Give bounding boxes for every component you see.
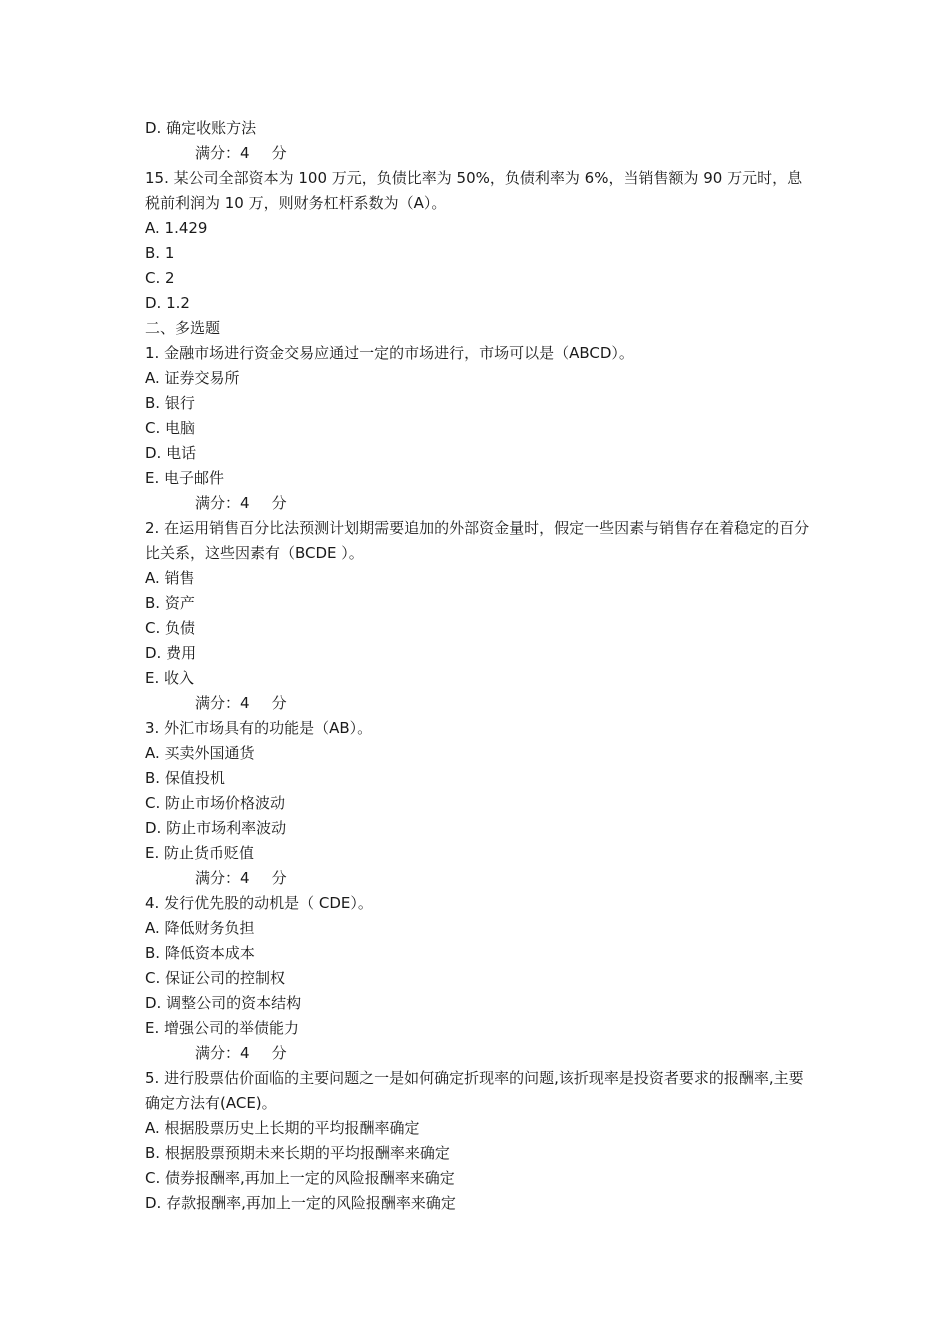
score-label: 满分： [195, 144, 241, 162]
score-unit: 分 [271, 144, 287, 162]
score-line [145, 691, 810, 716]
answer-option: D. 费用 [145, 644, 197, 662]
question-text: 3. 外汇市场具有的功能是（AB）。 [145, 719, 373, 737]
score-unit: 分 [271, 869, 287, 887]
answer-option: A. 降低财务负担 [145, 919, 255, 937]
question-text: 15. 某公司全部资本为 100 万元，负债比率为 50%，负债利率为 6%，当销售额为 90 万元时，息税前利润为 10 万，则财务杠杆系数为（A）。 [145, 169, 803, 212]
answer-option: D. 电话 [145, 444, 197, 462]
answer-option: A. 1.429 [145, 219, 208, 237]
answer-option: C. 负债 [145, 619, 196, 637]
answer-option: D. 防止市场利率波动 [145, 819, 287, 837]
document-body [145, 116, 810, 1216]
score-value: 4 [240, 694, 250, 712]
question-text: 5. 进行股票估价面临的主要问题之一是如何确定折现率的问题,该折现率是投资者要求的报酬率,主要确定方法有(ACE)。 [145, 1069, 804, 1112]
answer-option: A. 买卖外国通货 [145, 744, 255, 762]
score-label: 满分： [195, 494, 241, 512]
score-label: 满分： [195, 694, 241, 712]
answer-option: B. 资产 [145, 594, 195, 612]
score-value: 4 [240, 1044, 250, 1062]
answer-option: A. 根据股票历史上长期的平均报酬率确定 [145, 1119, 420, 1137]
answer-option: E. 收入 [145, 669, 195, 687]
section-heading: 二、多选题 [145, 319, 221, 337]
score-line [145, 141, 810, 166]
answer-option: A. 销售 [145, 569, 195, 587]
answer-option: D. 存款报酬率,再加上一定的风险报酬率来确定 [145, 1194, 456, 1212]
answer-option: D. 调整公司的资本结构 [145, 994, 302, 1012]
score-line [145, 491, 810, 516]
answer-option: B. 保值投机 [145, 769, 225, 787]
score-label: 满分： [195, 1044, 241, 1062]
answer-option: B. 根据股票预期未来长期的平均报酬率来确定 [145, 1144, 450, 1162]
answer-option: E. 电子邮件 [145, 469, 225, 487]
answer-option: B. 银行 [145, 394, 195, 412]
score-unit: 分 [271, 694, 287, 712]
answer-option: D. 确定收账方法 [145, 119, 257, 137]
answer-option: C. 保证公司的控制权 [145, 969, 286, 987]
answer-option: A. 证券交易所 [145, 369, 240, 387]
answer-option: C. 债券报酬率,再加上一定的风险报酬率来确定 [145, 1169, 455, 1187]
question-text: 1. 金融市场进行资金交易应通过一定的市场进行，市场可以是（ABCD）。 [145, 344, 634, 362]
question-text: 2. 在运用销售百分比法预测计划期需要追加的外部资金量时，假定一些因素与销售存在着稳定的百分比关系，这些因素有（BCDE ）。 [145, 519, 810, 562]
answer-option: B. 降低资本成本 [145, 944, 255, 962]
score-value: 4 [240, 494, 250, 512]
answer-option: C. 电脑 [145, 419, 196, 437]
answer-option: C. 2 [145, 269, 175, 287]
answer-option: C. 防止市场价格波动 [145, 794, 286, 812]
answer-option: E. 防止货币贬值 [145, 844, 255, 862]
score-value: 4 [240, 144, 250, 162]
answer-option: D. 1.2 [145, 294, 190, 312]
score-line [145, 866, 810, 891]
score-value: 4 [240, 869, 250, 887]
answer-option: B. 1 [145, 244, 175, 262]
question-text: 4. 发行优先股的动机是（ CDE）。 [145, 894, 373, 912]
score-line [145, 1041, 810, 1066]
answer-option: E. 增强公司的举债能力 [145, 1019, 300, 1037]
score-unit: 分 [271, 494, 287, 512]
score-label: 满分： [195, 869, 241, 887]
score-unit: 分 [271, 1044, 287, 1062]
